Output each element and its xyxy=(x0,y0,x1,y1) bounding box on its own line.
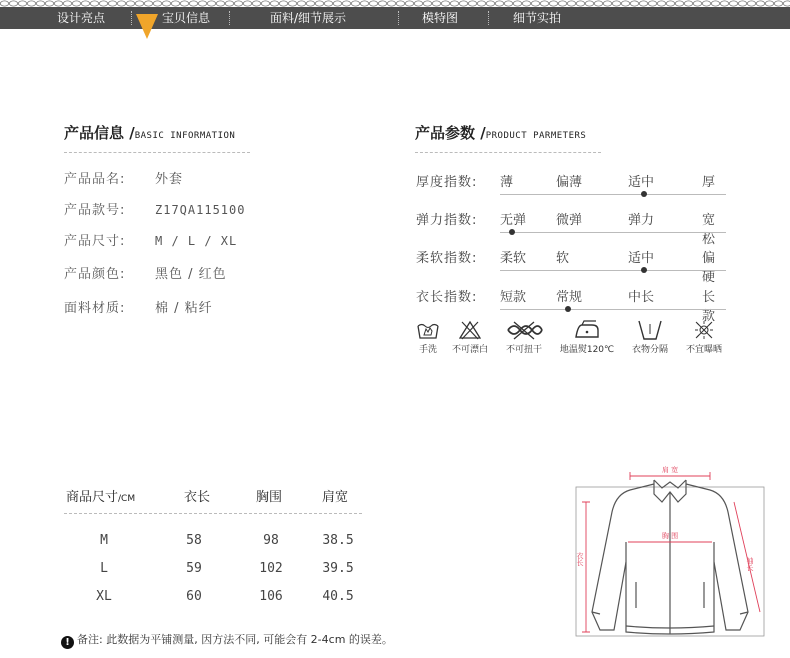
param-option: 厚 xyxy=(702,175,716,190)
chain-link xyxy=(72,1,80,6)
chain-link xyxy=(675,1,683,6)
param-scale-line xyxy=(500,270,726,271)
hand-wash-icon xyxy=(417,320,439,340)
chest-label: 胸 围 xyxy=(661,532,679,540)
chain-link xyxy=(315,1,323,6)
product-info-title-cn: 产品信息 xyxy=(64,124,125,142)
nav-item-details[interactable]: 细节实拍 xyxy=(513,11,562,25)
info-label: 产品尺寸: xyxy=(64,234,126,249)
chain-link xyxy=(747,1,755,6)
info-value: 棉 / 粘纤 xyxy=(155,301,213,316)
chain-link xyxy=(495,1,503,6)
param-option: 无弹 xyxy=(500,213,527,228)
nav-item-info[interactable]: 宝贝信息 xyxy=(162,11,211,25)
param-label: 衣长指数: xyxy=(416,290,478,305)
chain-link xyxy=(576,1,584,6)
nav-item-fabric[interactable]: 面料/细节展示 xyxy=(270,11,347,25)
care-separate xyxy=(626,320,674,355)
chain-link xyxy=(558,1,566,6)
chain-link xyxy=(513,1,521,6)
size-cell: XL xyxy=(96,589,112,604)
info-label: 产品款号: xyxy=(64,203,126,218)
chain-link xyxy=(144,1,152,6)
length-cell: 60 xyxy=(186,589,202,604)
chain-link xyxy=(783,1,790,6)
note-text: 备注: 此数据为平铺测量, 因方法不同, 可能会有 2-4cm 的误差。 xyxy=(77,633,393,646)
chain-link xyxy=(189,1,197,6)
param-option: 偏硬 xyxy=(702,251,716,285)
nav-divider xyxy=(131,11,132,25)
care-label: 手洗 xyxy=(418,345,437,355)
chain-link xyxy=(369,1,377,6)
chain-link xyxy=(423,1,431,6)
chain-link xyxy=(648,1,656,6)
chain-link xyxy=(54,1,62,6)
size-cell: M xyxy=(100,533,108,548)
length-cell: 58 xyxy=(186,533,202,548)
param-option: 薄 xyxy=(500,175,514,190)
care-label: 不宜曝晒 xyxy=(685,345,722,355)
chain-link xyxy=(387,1,395,6)
chain-link xyxy=(378,1,386,6)
nav-item-design[interactable]: 设计亮点 xyxy=(57,11,106,25)
param-option: 软 xyxy=(556,251,570,266)
param-indicator-dot xyxy=(641,191,647,197)
param-option: 适中 xyxy=(628,251,655,266)
info-value: 黑色 / 红色 xyxy=(155,267,227,282)
chain-link xyxy=(0,1,8,6)
product-params-title-en: PRODUCT PARMETERS xyxy=(485,131,587,141)
info-label: 面料材质: xyxy=(64,301,126,316)
chain-link xyxy=(126,1,134,6)
chain-link xyxy=(180,1,188,6)
chain-link xyxy=(261,1,269,6)
chain-link xyxy=(459,1,467,6)
chain-link xyxy=(531,1,539,6)
chain-link xyxy=(504,1,512,6)
chain-link xyxy=(9,1,17,6)
chain-link xyxy=(612,1,620,6)
length-header: 衣长 xyxy=(184,490,211,505)
param-option: 适中 xyxy=(628,175,655,190)
chain-link xyxy=(288,1,296,6)
chain-link xyxy=(468,1,476,6)
info-row-size xyxy=(64,230,237,249)
warning-icon: ! xyxy=(61,636,74,649)
chain-link xyxy=(657,1,665,6)
chain-link xyxy=(333,1,341,6)
nav-divider xyxy=(398,11,399,25)
chain-link xyxy=(639,1,647,6)
chain-link xyxy=(567,1,575,6)
param-row xyxy=(416,209,726,247)
param-option: 短款 xyxy=(500,290,527,305)
param-indicator-dot xyxy=(509,229,515,235)
divider xyxy=(415,152,601,153)
care-label: 地温熨120℃ xyxy=(559,345,615,355)
chain-link xyxy=(36,1,44,6)
param-option: 长款 xyxy=(702,290,716,324)
chain-link xyxy=(450,1,458,6)
nav-divider xyxy=(488,11,489,25)
divider xyxy=(64,513,362,514)
chest-cell: 102 xyxy=(259,561,283,576)
chain-link xyxy=(603,1,611,6)
chain-link xyxy=(765,1,773,6)
size-cell: L xyxy=(100,561,108,576)
chain-link xyxy=(27,1,35,6)
chain-link xyxy=(702,1,710,6)
care-label: 不可扭干 xyxy=(505,345,542,355)
product-info-title-en: BASIC INFORMATION xyxy=(134,131,236,141)
size-header-label: 商品尺寸 xyxy=(66,490,119,505)
chain-link xyxy=(549,1,557,6)
care-hand-wash xyxy=(416,320,440,355)
care-no-sun xyxy=(680,320,728,355)
size-header xyxy=(66,486,135,505)
chain-link xyxy=(738,1,746,6)
chain-link xyxy=(162,1,170,6)
nav-item-model[interactable]: 模特图 xyxy=(422,11,459,25)
info-value: M / L / XL xyxy=(155,234,238,248)
chain-link xyxy=(396,1,404,6)
param-row xyxy=(416,247,726,285)
param-option: 柔软 xyxy=(500,251,527,266)
chain-link xyxy=(486,1,494,6)
chain-link xyxy=(540,1,548,6)
info-value: Z17QA115100 xyxy=(155,203,246,217)
no-bleach-icon xyxy=(459,320,481,340)
shoulder-cell: 40.5 xyxy=(322,589,354,604)
chain-link xyxy=(360,1,368,6)
chain-link xyxy=(117,1,125,6)
chain-link xyxy=(477,1,485,6)
info-value: 外套 xyxy=(155,172,184,187)
chest-cell: 98 xyxy=(263,533,279,548)
chain-link xyxy=(756,1,764,6)
measurement-note xyxy=(61,631,393,649)
care-label: 衣物分隔 xyxy=(631,345,668,355)
length-label: 衣长 xyxy=(576,552,584,566)
chain-link xyxy=(351,1,359,6)
chain-link xyxy=(90,1,98,6)
chain-link xyxy=(720,1,728,6)
info-row-sku xyxy=(64,199,245,218)
size-header-unit: /CM xyxy=(118,494,136,504)
param-label: 柔软指数: xyxy=(416,251,478,266)
separate-wash-icon xyxy=(635,320,665,340)
chain-link xyxy=(324,1,332,6)
chain-link xyxy=(630,1,638,6)
info-label: 产品品名: xyxy=(64,172,126,187)
chain-link xyxy=(270,1,278,6)
param-label: 弹力指数: xyxy=(416,213,478,228)
top-decoration xyxy=(0,0,790,7)
param-option: 微弹 xyxy=(556,213,583,228)
chain-link xyxy=(171,1,179,6)
chain-link xyxy=(207,1,215,6)
chain-link xyxy=(666,1,674,6)
jacket-outline xyxy=(592,480,748,634)
chain-link xyxy=(594,1,602,6)
param-option: 偏薄 xyxy=(556,175,583,190)
chain-link xyxy=(135,1,143,6)
length-cell: 59 xyxy=(186,561,202,576)
sleeve-label: 袖长 xyxy=(746,557,754,571)
chain-link xyxy=(585,1,593,6)
chain-link xyxy=(198,1,206,6)
care-no-wring xyxy=(501,320,547,355)
product-info-title: 产品信息 /BASIC INFORMATION xyxy=(64,124,236,142)
jacket-diagram xyxy=(570,462,770,642)
param-row xyxy=(416,286,726,324)
param-indicator-dot xyxy=(565,306,571,312)
param-label: 厚度指数: xyxy=(416,175,478,190)
care-iron-low xyxy=(556,320,618,355)
chain-link xyxy=(729,1,737,6)
chain-link xyxy=(342,1,350,6)
measure-lines xyxy=(582,472,760,632)
chain-link xyxy=(441,1,449,6)
chain-link xyxy=(234,1,242,6)
active-nav-indicator xyxy=(136,14,158,39)
care-no-bleach xyxy=(447,320,493,355)
chain-link xyxy=(405,1,413,6)
param-option: 宽松 xyxy=(702,213,716,247)
chain-link xyxy=(153,1,161,6)
param-scale-line xyxy=(500,309,726,310)
chain-link xyxy=(63,1,71,6)
chain-link xyxy=(522,1,530,6)
chest-header: 胸围 xyxy=(256,490,283,505)
param-option: 常规 xyxy=(556,290,583,305)
chain-link xyxy=(774,1,782,6)
product-params-title-cn: 产品参数 xyxy=(415,124,476,142)
param-scale-line xyxy=(500,232,726,233)
shoulder-cell: 39.5 xyxy=(322,561,354,576)
nav-bar xyxy=(0,7,790,29)
nav-divider xyxy=(229,11,230,25)
info-row-color xyxy=(64,263,227,282)
chain-link xyxy=(45,1,53,6)
shoulder-label: 肩 宽 xyxy=(661,466,679,474)
chain-link xyxy=(693,1,701,6)
chain-link xyxy=(81,1,89,6)
chain-link xyxy=(108,1,116,6)
chain-link xyxy=(297,1,305,6)
chain-link xyxy=(252,1,260,6)
chain-link xyxy=(711,1,719,6)
divider xyxy=(64,152,250,153)
chain-link xyxy=(243,1,251,6)
shoulder-cell: 38.5 xyxy=(322,533,354,548)
no-sun-icon xyxy=(693,320,715,340)
chest-cell: 106 xyxy=(259,589,283,604)
param-row xyxy=(416,171,726,201)
shoulder-header: 肩宽 xyxy=(322,490,349,505)
chain-link xyxy=(18,1,26,6)
chain-link xyxy=(414,1,422,6)
care-label: 不可漂白 xyxy=(451,345,488,355)
no-wring-icon xyxy=(504,320,544,340)
chain-link xyxy=(225,1,233,6)
chain-link xyxy=(99,1,107,6)
info-row-name xyxy=(64,168,183,187)
product-params-title: 产品参数 /PRODUCT PARMETERS xyxy=(415,124,587,142)
chain-link xyxy=(684,1,692,6)
param-option: 中长 xyxy=(628,290,655,305)
chain-link xyxy=(432,1,440,6)
chain-link xyxy=(306,1,314,6)
info-row-material xyxy=(64,297,213,316)
info-label: 产品颜色: xyxy=(64,267,126,282)
param-scale-line xyxy=(500,194,726,195)
iron-low-icon xyxy=(572,320,602,340)
chain-link xyxy=(621,1,629,6)
chain-link xyxy=(279,1,287,6)
param-indicator-dot xyxy=(641,267,647,273)
param-option: 弹力 xyxy=(628,213,655,228)
chain-link xyxy=(216,1,224,6)
